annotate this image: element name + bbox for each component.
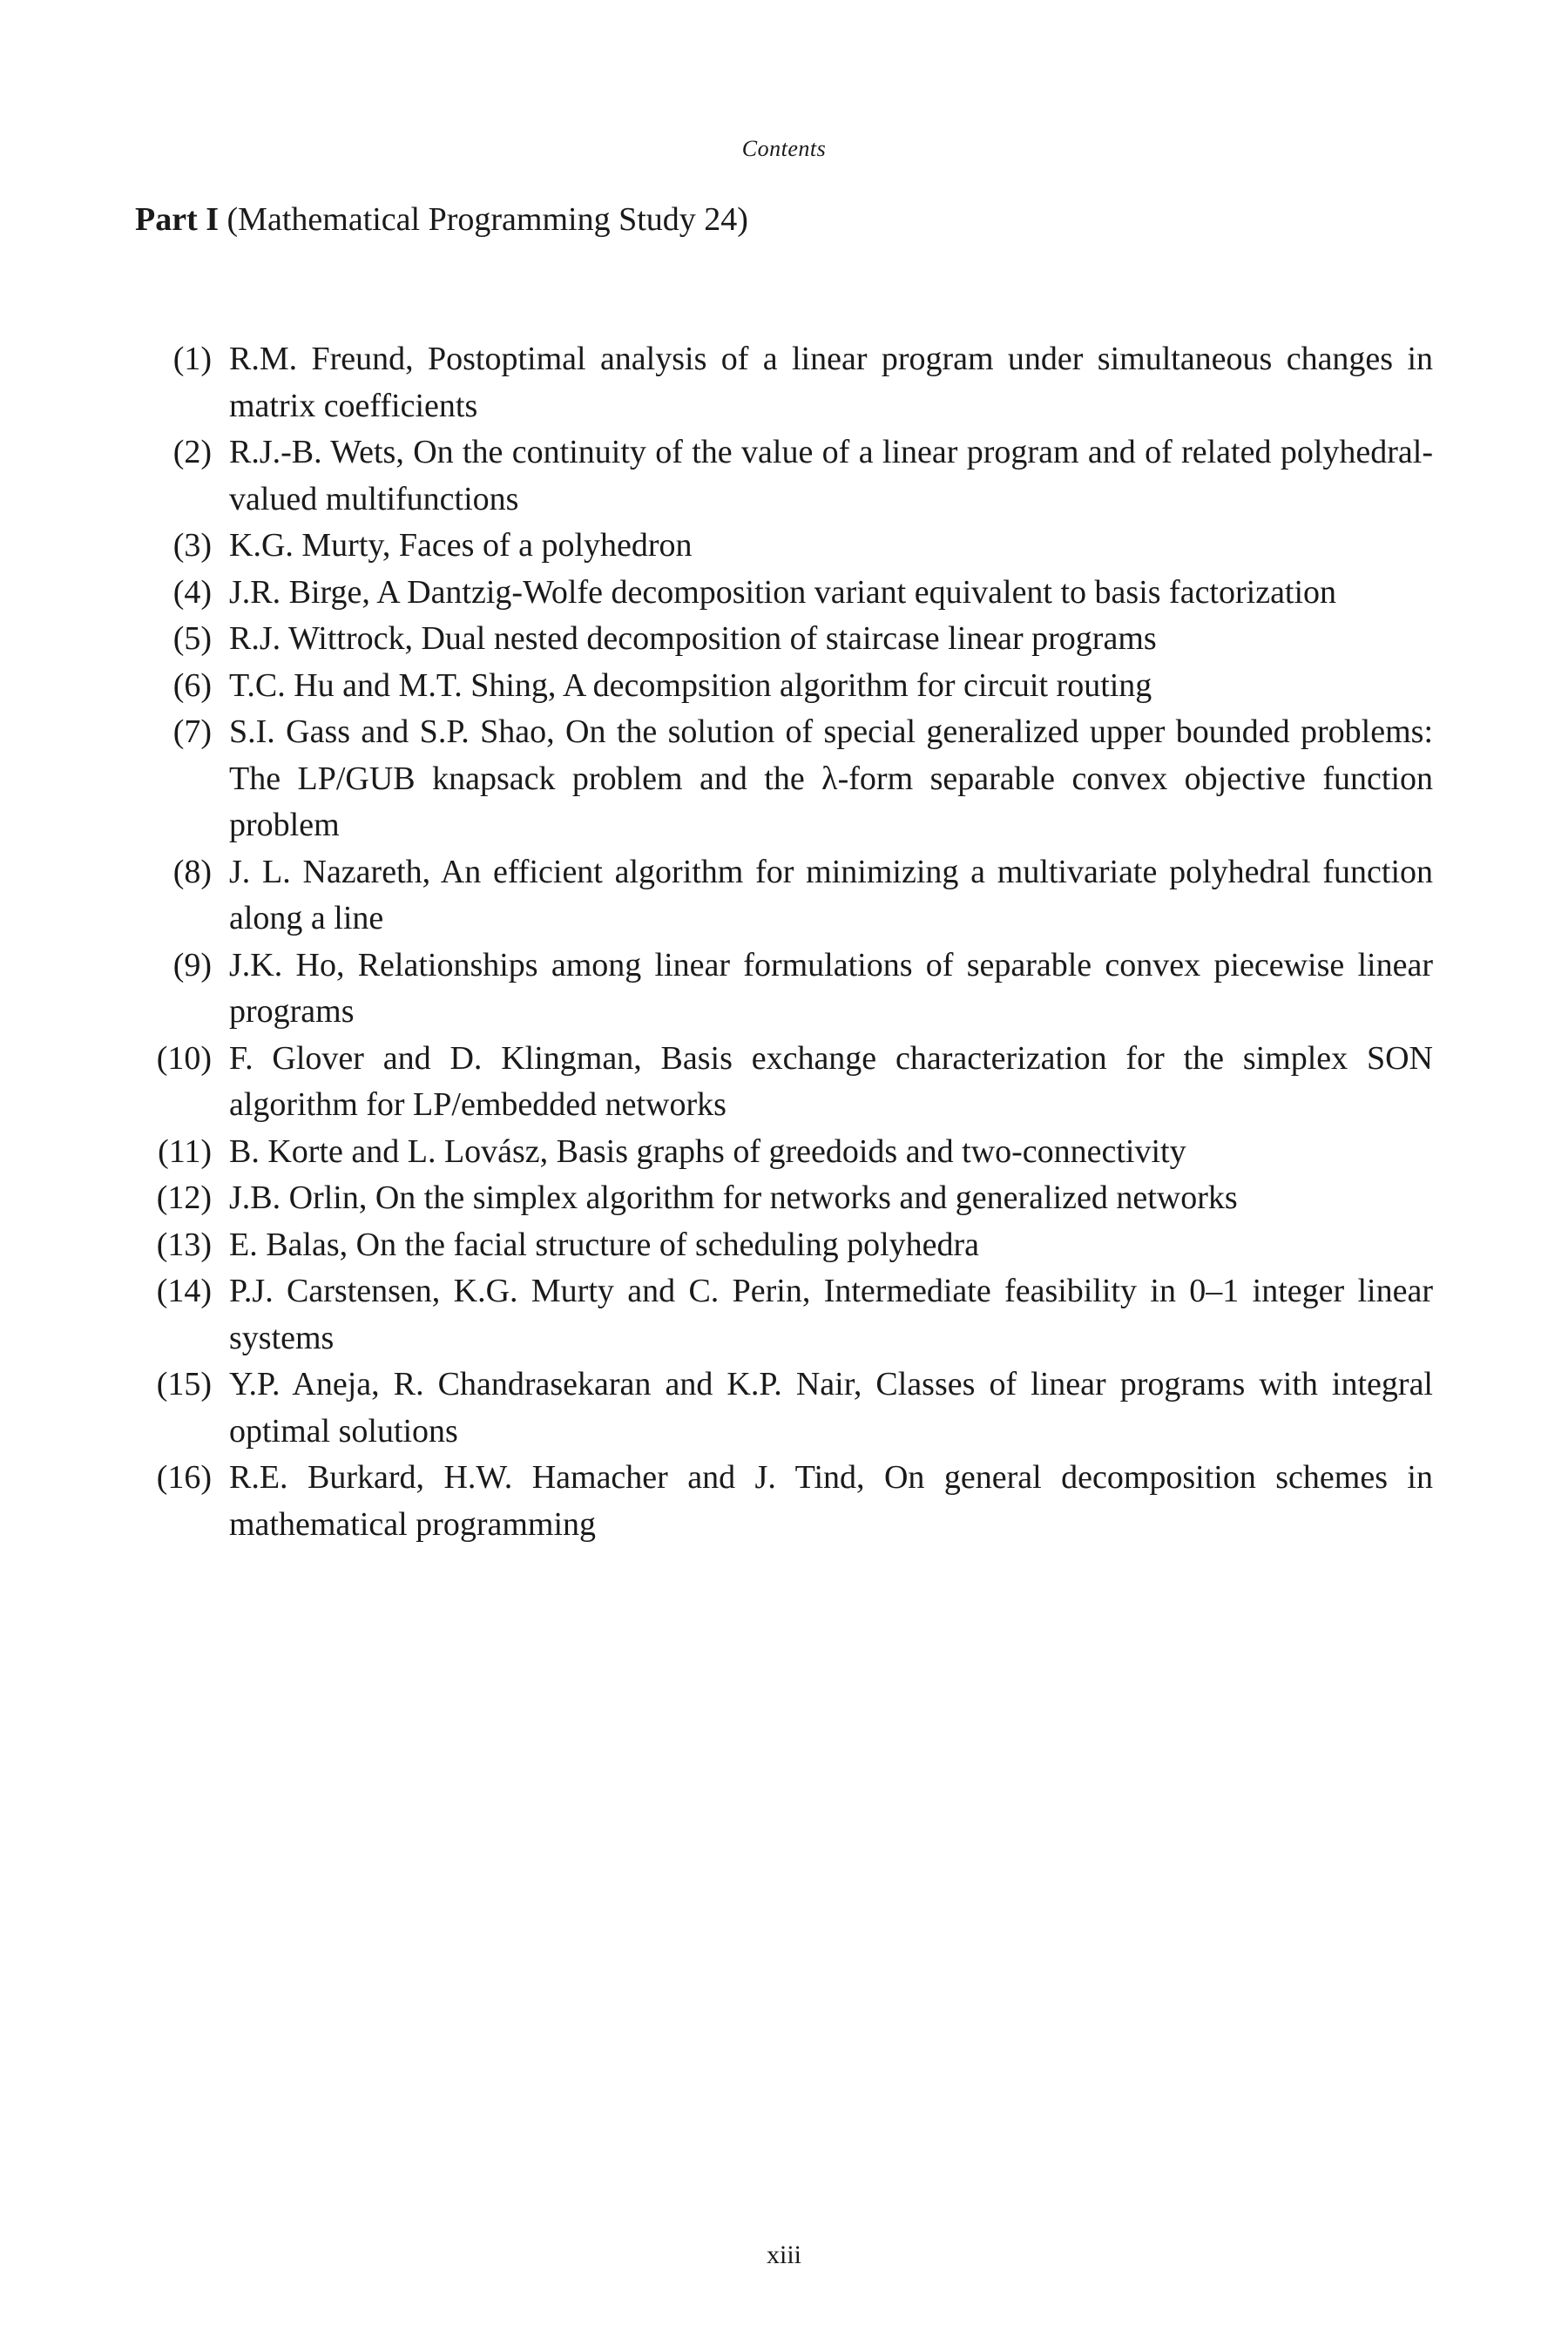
contents-entry bbox=[135, 943, 1433, 1036]
contents-entry bbox=[135, 849, 1433, 943]
entry-text: J.R. Birge, A Dantzig-Wolfe decomposition variant equivalent to basis factorization bbox=[229, 573, 1337, 611]
contents-entry bbox=[135, 1129, 1433, 1176]
entry-number: (5) bbox=[172, 620, 212, 657]
entry-text: J. L. Nazareth, An efficient algorithm for minimizing a multivariate polyhedral function along a line bbox=[229, 853, 1433, 936]
contents-entry bbox=[135, 336, 1433, 429]
entry-number: (11) bbox=[158, 1132, 212, 1170]
part-label: Part I bbox=[135, 201, 220, 238]
contents-list bbox=[135, 336, 1433, 1548]
contents-entry bbox=[135, 616, 1433, 663]
contents-entry bbox=[135, 429, 1433, 523]
page-number: xiii bbox=[766, 2240, 801, 2269]
entry-number: (14) bbox=[156, 1273, 212, 1309]
entry-number: (16) bbox=[156, 1459, 212, 1496]
entry-text: J.K. Ho, Relationships among linear formulations of separable convex piecewise linear programs bbox=[229, 946, 1433, 1030]
entry-text: K.G. Murty, Faces of a polyhedron bbox=[229, 527, 693, 564]
part-subtitle: (Mathematical Programming Study 24) bbox=[226, 201, 748, 238]
part-heading bbox=[135, 199, 748, 240]
entry-text: S.I. Gass and S.P. Shao, On the solution of special generalized upper bounded problems: The LP/GUB knapsack problem and the λ-form separable convex objective function problem bbox=[229, 713, 1433, 843]
running-head: Contents bbox=[741, 136, 827, 161]
contents-entry bbox=[135, 1268, 1433, 1362]
entry-number: (13) bbox=[156, 1226, 212, 1263]
entry-text: T.C. Hu and M.T. Shing, A decompsition algorithm for circuit routing bbox=[229, 666, 1152, 704]
entry-number: (12) bbox=[156, 1179, 212, 1216]
entry-text: J.B. Orlin, On the simplex algorithm for networks and generalized networks bbox=[229, 1179, 1238, 1216]
entry-number: (4) bbox=[172, 573, 212, 611]
entry-number: (1) bbox=[172, 341, 212, 377]
entry-number: (3) bbox=[172, 527, 212, 564]
entry-number: (9) bbox=[172, 946, 212, 983]
entry-text: R.J.-B. Wets, On the continuity of the value of a linear program and of related polyhedral-valued multifunctions bbox=[229, 434, 1433, 517]
entry-number: (8) bbox=[172, 853, 212, 890]
entry-text: R.J. Wittrock, Dual nested decomposition of staircase linear programs bbox=[229, 620, 1157, 657]
contents-entry bbox=[135, 663, 1433, 710]
contents-entry bbox=[135, 570, 1433, 617]
contents-entry bbox=[135, 1455, 1433, 1548]
entry-text: Y.P. Aneja, R. Chandrasekaran and K.P. Nair, Classes of linear programs with integral optimal solutions bbox=[229, 1366, 1433, 1450]
entry-text: P.J. Carstensen, K.G. Murty and C. Perin, Intermediate feasibility in 0–1 integer linear systems bbox=[229, 1273, 1433, 1356]
contents-entry bbox=[135, 709, 1433, 849]
entry-text: E. Balas, On the facial structure of scheduling polyhedra bbox=[229, 1226, 980, 1263]
entry-text: F. Glover and D. Klingman, Basis exchange characterization for the simplex SON algorithm for LP/embedded networks bbox=[229, 1039, 1433, 1123]
contents-entry bbox=[135, 1222, 1433, 1269]
entry-text: R.M. Freund, Postoptimal analysis of a linear program under simultaneous changes in matrix coefficients bbox=[229, 341, 1433, 424]
contents-entry bbox=[135, 1175, 1433, 1222]
contents-entry bbox=[135, 1362, 1433, 1455]
entry-number: (7) bbox=[172, 713, 212, 750]
entry-number: (6) bbox=[172, 666, 212, 704]
entry-number: (10) bbox=[156, 1039, 212, 1077]
entry-number: (15) bbox=[156, 1366, 212, 1402]
contents-entry bbox=[135, 523, 1433, 570]
entry-number: (2) bbox=[172, 434, 212, 470]
entry-text: R.E. Burkard, H.W. Hamacher and J. Tind, On general decomposition schemes in mathematical programming bbox=[229, 1459, 1433, 1543]
contents-entry bbox=[135, 1036, 1433, 1129]
entry-text: B. Korte and L. Lovász, Basis graphs of greedoids and two-connectivity bbox=[229, 1132, 1186, 1170]
